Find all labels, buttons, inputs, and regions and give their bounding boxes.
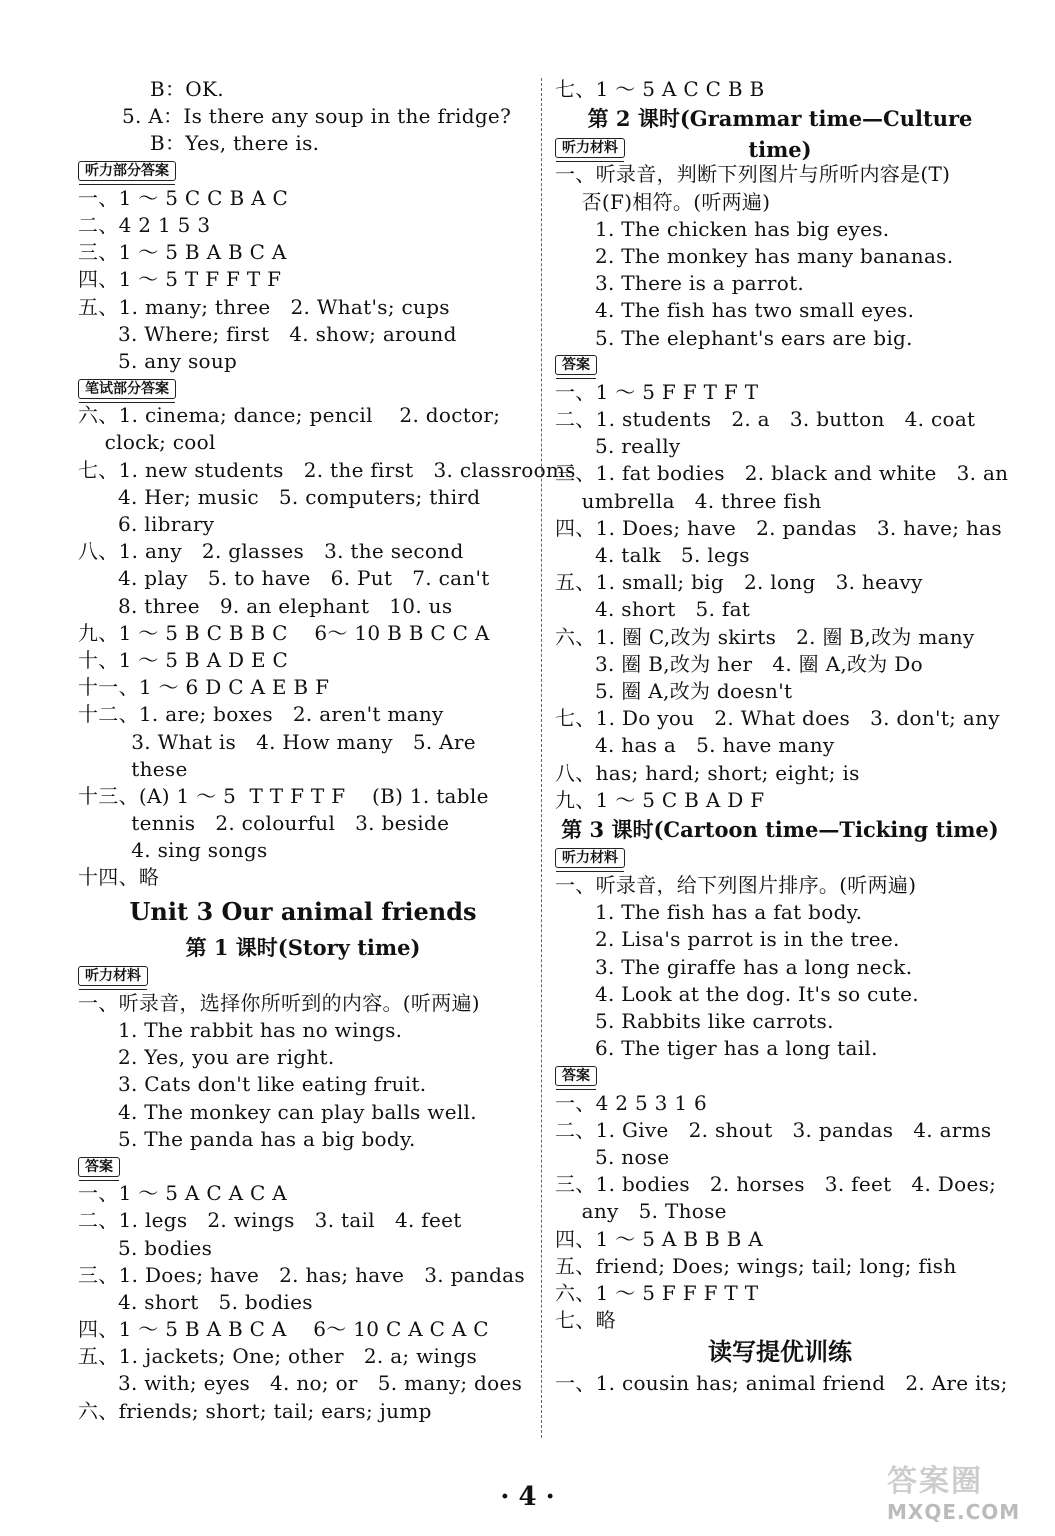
section-tag: 答案 — [555, 355, 597, 375]
text-line: 2. The monkey has many bananas. — [555, 243, 954, 268]
text-line: 否(F)相符。(听两遍) — [555, 189, 771, 214]
text-line: 4. Her; music 5. computers; third — [78, 484, 481, 509]
text-line: umbrella 4. three fish — [555, 488, 822, 513]
text-line: 六、friends; short; tail; ears; jump — [78, 1398, 432, 1423]
text-line: 4. talk 5. legs — [555, 543, 750, 567]
text-line: 1. The fish has a fat body. — [555, 900, 863, 925]
text-line: 六、1. 圈 C,改为 skirts 2. 圈 B,改为 many — [555, 624, 975, 649]
text-line: 四、1 ～ 5 A B B B A — [555, 1226, 764, 1251]
lesson-title: 第 3 课时(Cartoon time—Ticking time) — [561, 816, 999, 842]
section-tag: 笔试部分答案 — [78, 379, 176, 399]
text-line: 8. three 9. an elephant 10. us — [78, 593, 453, 618]
text-line: 二、1. legs 2. wings 3. tail 4. feet — [78, 1208, 462, 1233]
text-line: 七、1. Do you 2. What does 3. don't; any — [555, 706, 1000, 731]
text-line: 5. The panda has a big body. — [78, 1126, 416, 1151]
text-line: 一、1. cousin has; animal friend 2. Are its; — [555, 1371, 1008, 1396]
section-tag: 听力材料 — [78, 966, 148, 986]
text-line: 一、1 ～ 5 A C A C A — [78, 1181, 287, 1206]
text-line: 6. The tiger has a long tail. — [555, 1036, 878, 1061]
text-line: 十三、(A) 1 ～ 5 T T F T F (B) 1. table — [78, 783, 489, 808]
text-line: 三、1 ～ 5 B A B C A — [78, 240, 287, 265]
text-line: 3. Cats don't like eating fruit. — [78, 1072, 427, 1097]
text-line: 九、1 ～ 5 B C B B C 6～ 10 B B C C A — [78, 620, 490, 645]
page-number: · 4 · — [500, 1482, 555, 1512]
text-line: 5. really — [555, 434, 681, 459]
listening-lines — [78, 990, 528, 1153]
answer-lines — [555, 1090, 1005, 1335]
text-line: 二、4 2 1 5 3 — [78, 212, 211, 237]
text-line: 3. What is 4. How many 5. Are — [78, 729, 476, 754]
column-divider — [541, 78, 542, 1438]
text-line: B：OK. — [150, 77, 224, 101]
text-line: 八、1. any 2. glasses 3. the second — [78, 539, 464, 564]
text-line: 一、听录音，判断下列图片与所听内容是(T) — [555, 162, 951, 187]
text-line: 3. 圈 B,改为 her 4. 圈 A,改为 Do — [555, 651, 923, 676]
left-column — [78, 76, 576, 1425]
text-line: these — [78, 756, 188, 781]
text-line: 2. Yes, you are right. — [78, 1045, 335, 1070]
text-line: 六、1 ～ 5 F F F T T — [555, 1280, 759, 1305]
text-line: 十、1 ～ 5 B A D E C — [78, 647, 289, 672]
text-line: 一、听录音，给下列图片排序。(听两遍) — [555, 873, 917, 898]
text-line: 十四、略 — [78, 865, 160, 890]
text-line: 1. The rabbit has no wings. — [78, 1018, 403, 1042]
text-line: clock; cool — [78, 430, 216, 455]
text-line: 五、1. small; big 2. long 3. heavy — [555, 570, 923, 595]
lesson-title: 第 1 课时(Story time) — [185, 934, 421, 960]
text-line: 3. Where; first 4. show; around — [78, 321, 457, 346]
text-line: 五、1. many; three 2. What's; cups — [78, 294, 450, 319]
section-title: 读写提优训练 — [708, 1337, 852, 1367]
section-tag: 听力材料 — [555, 848, 625, 868]
text-line: 七、略 — [555, 1308, 616, 1333]
text-line: 三、1. Does; have 2. has; have 3. pandas — [78, 1262, 525, 1287]
text-line: 4. play 5. to have 6. Put 7. can't — [78, 566, 490, 591]
text-line: 九、1 ～ 5 C B A D F — [555, 787, 765, 812]
text-line: 2. Lisa's parrot is in the tree. — [555, 927, 900, 952]
listening-lines — [555, 161, 1005, 351]
text-line: 四、1 ～ 5 T F F T F — [78, 267, 282, 292]
text-line: 5. nose — [555, 1144, 670, 1169]
text-line: 一、4 2 5 3 1 6 — [555, 1090, 708, 1115]
text-line: 5. The elephant's ears are big. — [555, 325, 913, 350]
unit-title: Unit 3 Our animal friends — [129, 896, 477, 926]
watermark-logo — [887, 1456, 1037, 1524]
text-line: 4. The fish has two small eyes. — [555, 298, 915, 323]
text-line: 八、has; hard; short; eight; is — [555, 760, 860, 785]
text-line: 七、1. new students 2. the first 3. classrooms — [78, 457, 576, 482]
text-line: 5. A：Is there any soup in the fridge? — [122, 104, 512, 129]
text-line: 三、1. fat bodies 2. black and white 3. an — [555, 461, 1009, 486]
watermark-url: MXQE.COM — [887, 1500, 1021, 1524]
text-line: 一、听录音，选择你所听到的内容。(听两遍) — [78, 990, 480, 1015]
text-line: 二、1. students 2. a 3. button 4. coat — [555, 407, 976, 432]
text-line: 二、1. Give 2. shout 3. pandas 4. arms — [555, 1117, 992, 1142]
text-line: tennis 2. colourful 3. beside — [78, 811, 450, 836]
section-tag: 听力部分答案 — [78, 161, 176, 181]
text-line: any 5. Those — [555, 1199, 727, 1224]
answer-lines — [78, 1180, 528, 1425]
text-line: 一、1 ～ 5 F F T F T — [555, 379, 759, 404]
text-line: 五、1. jackets; One; other 2. a; wings — [78, 1344, 478, 1369]
text-line: 三、1. bodies 2. horses 3. feet 4. Does; — [555, 1172, 997, 1197]
text-line: 5. bodies — [78, 1235, 213, 1260]
answer-lines — [555, 1370, 1008, 1397]
text-line: 3. There is a parrot. — [555, 271, 805, 296]
text-line: 4. short 5. fat — [555, 597, 751, 622]
listening-lines — [555, 872, 1005, 1062]
text-line: 4. The monkey can play balls well. — [78, 1099, 477, 1124]
text-line: 3. with; eyes 4. no; or 5. many; does — [78, 1371, 523, 1396]
answer-lines — [555, 379, 1009, 814]
text-line: 4. short 5. bodies — [78, 1289, 313, 1314]
answer-lines — [78, 402, 576, 891]
text-line: 十二、1. are; boxes 2. aren't many — [78, 702, 444, 727]
text-line: 七、1 ～ 5 A C C B B — [555, 77, 765, 101]
left-top-lines — [78, 76, 528, 158]
section-tag: 答案 — [555, 1066, 597, 1086]
text-line: 4. Look at the dog. It's so cute. — [555, 981, 919, 1006]
right-column — [555, 76, 1009, 1397]
text-line: 六、1. cinema; dance; pencil 2. doctor; — [78, 403, 501, 428]
answer-lines — [78, 185, 528, 375]
watermark-text: 答案圈 — [887, 1464, 983, 1499]
text-line: 四、1 ～ 5 B A B C A 6～ 10 C A C A C — [78, 1317, 489, 1342]
text-line: 五、friend; Does; wings; tail; long; fish — [555, 1253, 957, 1278]
text-line: 5. 圈 A,改为 doesn't — [555, 678, 793, 703]
text-line: 十一、1 ～ 6 D C A E B F — [78, 675, 330, 700]
text-line: 5. any soup — [78, 348, 238, 373]
text-line: 一、1 ～ 5 C C B A C — [78, 185, 289, 210]
text-line: 4. has a 5. have many — [555, 733, 835, 758]
section-tag: 听力材料 — [555, 138, 625, 158]
text-line: 1. The chicken has big eyes. — [555, 216, 890, 241]
text-line: 5. Rabbits like carrots. — [555, 1009, 834, 1033]
text-line: 4. sing songs — [78, 838, 268, 863]
text-line: 6. library — [78, 512, 215, 536]
text-line: B：Yes, there is. — [150, 131, 320, 156]
text-line: 3. The giraffe has a long neck. — [555, 954, 913, 979]
lesson-title: 第 2 课时(Grammar time—Culture time) — [587, 106, 973, 163]
answer-lines — [555, 76, 1005, 103]
section-tag: 答案 — [78, 1157, 120, 1177]
text-line: 四、1. Does; have 2. pandas 3. have; has — [555, 515, 1002, 540]
